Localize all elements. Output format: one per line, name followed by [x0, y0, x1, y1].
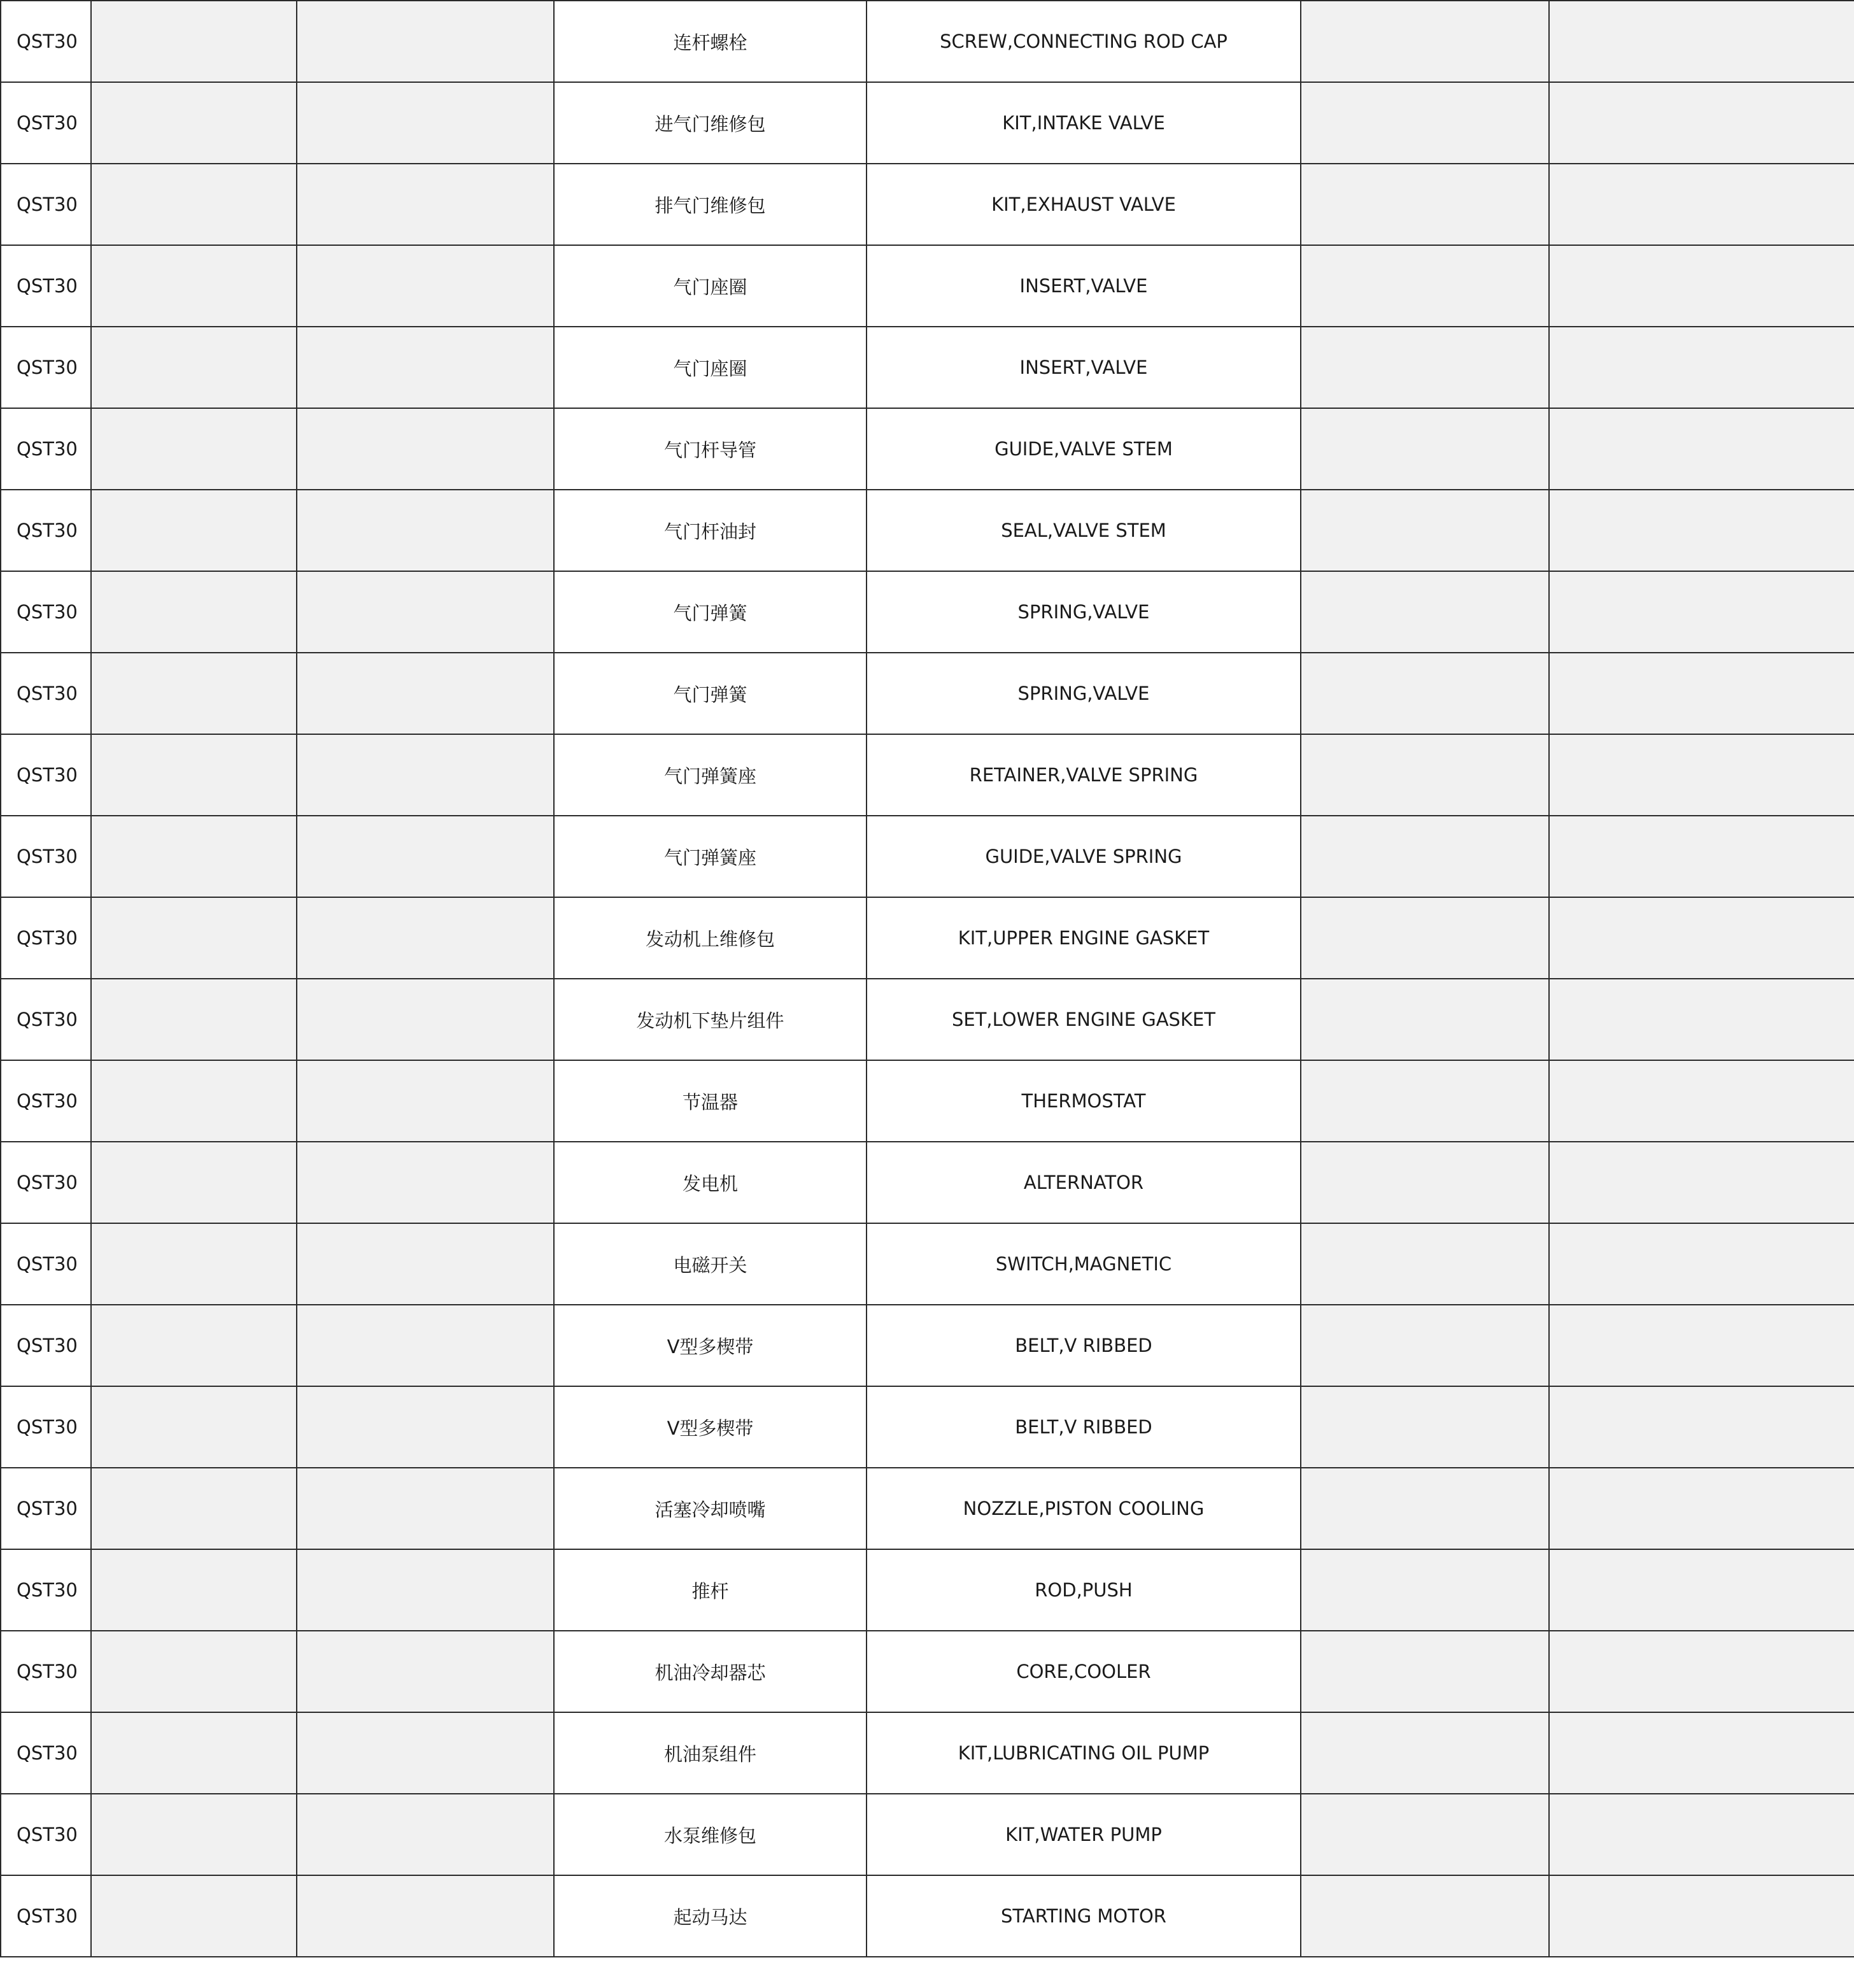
- engine-model-cell: QST30: [1, 1142, 91, 1223]
- blank-cell: [1549, 1386, 1854, 1468]
- blank-cell: [297, 1875, 554, 1957]
- blank-cell: [91, 164, 297, 245]
- blank-cell: [1549, 816, 1854, 897]
- part-name-en-cell: KIT,INTAKE VALVE: [867, 82, 1301, 164]
- blank-cell: [1549, 1305, 1854, 1386]
- blank-cell: [91, 1, 297, 82]
- blank-cell: [1301, 1305, 1549, 1386]
- part-name-cn-cell: 发动机上维修包: [554, 897, 867, 979]
- table-row: [1, 979, 1854, 1060]
- engine-model-cell: QST30: [1, 245, 91, 327]
- blank-cell: [297, 1549, 554, 1631]
- blank-cell: [1549, 571, 1854, 653]
- blank-cell: [1301, 897, 1549, 979]
- blank-cell: [1301, 164, 1549, 245]
- blank-cell: [1549, 1, 1854, 82]
- blank-cell: [91, 82, 297, 164]
- blank-cell: [91, 327, 297, 408]
- blank-cell: [297, 979, 554, 1060]
- blank-cell: [1549, 653, 1854, 734]
- part-name-cn-cell: 气门座圈: [554, 327, 867, 408]
- engine-model-cell: QST30: [1, 408, 91, 490]
- blank-cell: [1301, 1549, 1549, 1631]
- part-name-cn-cell: V型多楔带: [554, 1386, 867, 1468]
- blank-cell: [1301, 327, 1549, 408]
- blank-cell: [297, 653, 554, 734]
- blank-cell: [91, 1223, 297, 1305]
- engine-model-cell: QST30: [1, 1305, 91, 1386]
- parts-table-body: [1, 1, 1854, 1957]
- table-row: [1, 1305, 1854, 1386]
- part-name-en-cell: SPRING,VALVE: [867, 653, 1301, 734]
- blank-cell: [91, 1549, 297, 1631]
- part-name-cn-cell: 水泵维修包: [554, 1794, 867, 1875]
- part-name-en-cell: CORE,COOLER: [867, 1631, 1301, 1712]
- blank-cell: [1301, 1794, 1549, 1875]
- part-name-en-cell: INSERT,VALVE: [867, 327, 1301, 408]
- part-name-en-cell: ROD,PUSH: [867, 1549, 1301, 1631]
- part-name-cn-cell: V型多楔带: [554, 1305, 867, 1386]
- table-row: [1, 571, 1854, 653]
- engine-model-cell: QST30: [1, 897, 91, 979]
- part-name-en-cell: KIT,EXHAUST VALVE: [867, 164, 1301, 245]
- part-name-en-cell: THERMOSTAT: [867, 1060, 1301, 1142]
- engine-model-cell: QST30: [1, 1631, 91, 1712]
- part-name-en-cell: SWITCH,MAGNETIC: [867, 1223, 1301, 1305]
- part-name-cn-cell: 进气门维修包: [554, 82, 867, 164]
- blank-cell: [1549, 734, 1854, 816]
- part-name-en-cell: KIT,UPPER ENGINE GASKET: [867, 897, 1301, 979]
- blank-cell: [297, 1223, 554, 1305]
- engine-model-cell: QST30: [1, 327, 91, 408]
- blank-cell: [1301, 734, 1549, 816]
- part-name-en-cell: GUIDE,VALVE SPRING: [867, 816, 1301, 897]
- blank-cell: [1549, 1223, 1854, 1305]
- engine-model-cell: QST30: [1, 1223, 91, 1305]
- table-row: [1, 327, 1854, 408]
- engine-model-cell: QST30: [1, 1468, 91, 1549]
- table-row: [1, 1386, 1854, 1468]
- part-name-cn-cell: 发动机下垫片组件: [554, 979, 867, 1060]
- part-name-cn-cell: 气门弹簧座: [554, 816, 867, 897]
- blank-cell: [297, 1468, 554, 1549]
- blank-cell: [1301, 408, 1549, 490]
- part-name-cn-cell: 节温器: [554, 1060, 867, 1142]
- blank-cell: [1549, 1142, 1854, 1223]
- table-row: [1, 1060, 1854, 1142]
- part-name-en-cell: INSERT,VALVE: [867, 245, 1301, 327]
- blank-cell: [91, 897, 297, 979]
- table-row: [1, 653, 1854, 734]
- blank-cell: [297, 1794, 554, 1875]
- part-name-cn-cell: 气门弹簧: [554, 571, 867, 653]
- blank-cell: [1549, 1468, 1854, 1549]
- blank-cell: [297, 1142, 554, 1223]
- blank-cell: [1549, 1549, 1854, 1631]
- blank-cell: [297, 1386, 554, 1468]
- engine-model-cell: QST30: [1, 1875, 91, 1957]
- part-name-en-cell: KIT,LUBRICATING OIL PUMP: [867, 1712, 1301, 1794]
- blank-cell: [297, 734, 554, 816]
- table-row: [1, 164, 1854, 245]
- table-row: [1, 1468, 1854, 1549]
- blank-cell: [1301, 816, 1549, 897]
- part-name-en-cell: RETAINER,VALVE SPRING: [867, 734, 1301, 816]
- part-name-en-cell: GUIDE,VALVE STEM: [867, 408, 1301, 490]
- blank-cell: [1301, 1223, 1549, 1305]
- blank-cell: [91, 1468, 297, 1549]
- blank-cell: [1549, 490, 1854, 571]
- blank-cell: [91, 1875, 297, 1957]
- blank-cell: [1549, 897, 1854, 979]
- blank-cell: [91, 1631, 297, 1712]
- blank-cell: [91, 1305, 297, 1386]
- blank-cell: [1301, 1468, 1549, 1549]
- blank-cell: [1549, 979, 1854, 1060]
- blank-cell: [1549, 1631, 1854, 1712]
- engine-model-cell: QST30: [1, 653, 91, 734]
- blank-cell: [1301, 490, 1549, 571]
- blank-cell: [1549, 1712, 1854, 1794]
- blank-cell: [91, 734, 297, 816]
- part-name-cn-cell: 活塞冷却喷嘴: [554, 1468, 867, 1549]
- part-name-en-cell: SET,LOWER ENGINE GASKET: [867, 979, 1301, 1060]
- engine-model-cell: QST30: [1, 979, 91, 1060]
- blank-cell: [91, 1386, 297, 1468]
- blank-cell: [1549, 1875, 1854, 1957]
- blank-cell: [91, 571, 297, 653]
- table-row: [1, 245, 1854, 327]
- part-name-cn-cell: 气门弹簧: [554, 653, 867, 734]
- engine-model-cell: QST30: [1, 1794, 91, 1875]
- part-name-en-cell: NOZZLE,PISTON COOLING: [867, 1468, 1301, 1549]
- blank-cell: [297, 897, 554, 979]
- blank-cell: [1301, 1712, 1549, 1794]
- table-row: [1, 408, 1854, 490]
- table-row: [1, 1794, 1854, 1875]
- table-row: [1, 1631, 1854, 1712]
- blank-cell: [1301, 979, 1549, 1060]
- blank-cell: [1301, 1386, 1549, 1468]
- blank-cell: [297, 408, 554, 490]
- blank-cell: [1301, 1, 1549, 82]
- blank-cell: [1301, 653, 1549, 734]
- engine-model-cell: QST30: [1, 571, 91, 653]
- engine-model-cell: QST30: [1, 1, 91, 82]
- blank-cell: [297, 571, 554, 653]
- table-row: [1, 1142, 1854, 1223]
- engine-model-cell: QST30: [1, 1386, 91, 1468]
- part-name-cn-cell: 气门杆导管: [554, 408, 867, 490]
- blank-cell: [1301, 1142, 1549, 1223]
- blank-cell: [297, 82, 554, 164]
- table-row: [1, 1549, 1854, 1631]
- blank-cell: [1549, 1060, 1854, 1142]
- blank-cell: [91, 1712, 297, 1794]
- part-name-en-cell: SCREW,CONNECTING ROD CAP: [867, 1, 1301, 82]
- blank-cell: [297, 1712, 554, 1794]
- blank-cell: [91, 653, 297, 734]
- table-row: [1, 816, 1854, 897]
- blank-cell: [91, 408, 297, 490]
- blank-cell: [297, 164, 554, 245]
- blank-cell: [1549, 82, 1854, 164]
- engine-model-cell: QST30: [1, 1712, 91, 1794]
- blank-cell: [1301, 245, 1549, 327]
- blank-cell: [297, 490, 554, 571]
- engine-model-cell: QST30: [1, 1060, 91, 1142]
- blank-cell: [1549, 1794, 1854, 1875]
- blank-cell: [297, 1060, 554, 1142]
- part-name-en-cell: SEAL,VALVE STEM: [867, 490, 1301, 571]
- engine-model-cell: QST30: [1, 164, 91, 245]
- part-name-cn-cell: 电磁开关: [554, 1223, 867, 1305]
- part-name-cn-cell: 起动马达: [554, 1875, 867, 1957]
- part-name-en-cell: ALTERNATOR: [867, 1142, 1301, 1223]
- engine-model-cell: QST30: [1, 734, 91, 816]
- part-name-en-cell: STARTING MOTOR: [867, 1875, 1301, 1957]
- part-name-cn-cell: 排气门维修包: [554, 164, 867, 245]
- engine-model-cell: QST30: [1, 82, 91, 164]
- part-name-cn-cell: 机油冷却器芯: [554, 1631, 867, 1712]
- table-row: [1, 897, 1854, 979]
- part-name-cn-cell: 机油泵组件: [554, 1712, 867, 1794]
- engine-model-cell: QST30: [1, 816, 91, 897]
- part-name-cn-cell: 气门座圈: [554, 245, 867, 327]
- blank-cell: [1301, 571, 1549, 653]
- part-name-cn-cell: 连杆螺栓: [554, 1, 867, 82]
- blank-cell: [297, 1631, 554, 1712]
- blank-cell: [297, 1, 554, 82]
- table-row: [1, 1712, 1854, 1794]
- blank-cell: [1549, 245, 1854, 327]
- blank-cell: [91, 1142, 297, 1223]
- engine-model-cell: QST30: [1, 1549, 91, 1631]
- blank-cell: [91, 816, 297, 897]
- table-row: [1, 1875, 1854, 1957]
- blank-cell: [91, 1060, 297, 1142]
- blank-cell: [91, 979, 297, 1060]
- table-row: [1, 490, 1854, 571]
- blank-cell: [91, 490, 297, 571]
- blank-cell: [91, 245, 297, 327]
- part-name-en-cell: SPRING,VALVE: [867, 571, 1301, 653]
- part-name-cn-cell: 气门弹簧座: [554, 734, 867, 816]
- table-row: [1, 1, 1854, 82]
- part-name-cn-cell: 发电机: [554, 1142, 867, 1223]
- blank-cell: [1549, 327, 1854, 408]
- blank-cell: [297, 327, 554, 408]
- table-row: [1, 734, 1854, 816]
- table-row: [1, 1223, 1854, 1305]
- blank-cell: [1301, 1060, 1549, 1142]
- part-name-en-cell: KIT,WATER PUMP: [867, 1794, 1301, 1875]
- part-name-cn-cell: 气门杆油封: [554, 490, 867, 571]
- blank-cell: [297, 1305, 554, 1386]
- part-name-en-cell: BELT,V RIBBED: [867, 1305, 1301, 1386]
- blank-cell: [297, 816, 554, 897]
- table-row: [1, 82, 1854, 164]
- part-name-en-cell: BELT,V RIBBED: [867, 1386, 1301, 1468]
- blank-cell: [1549, 408, 1854, 490]
- blank-cell: [1549, 164, 1854, 245]
- part-name-cn-cell: 推杆: [554, 1549, 867, 1631]
- blank-cell: [91, 1794, 297, 1875]
- blank-cell: [1301, 82, 1549, 164]
- blank-cell: [1301, 1631, 1549, 1712]
- blank-cell: [1301, 1875, 1549, 1957]
- blank-cell: [297, 245, 554, 327]
- engine-model-cell: QST30: [1, 490, 91, 571]
